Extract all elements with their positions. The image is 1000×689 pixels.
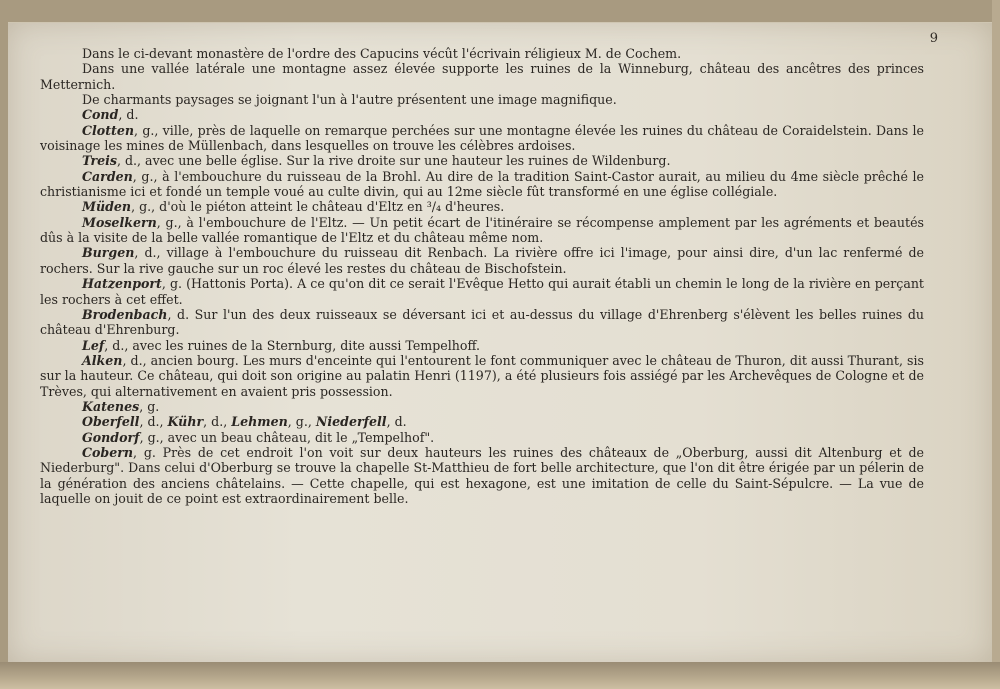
place-entry: Lef, d., avec les ruines de la Sternburg, dite aussi Tempelhoff. <box>82 337 480 353</box>
page-number: 9 <box>929 31 938 46</box>
paragraph: Dans une vallée latérale une montagne assez élevée supporte les ruines de la Winneburg, château des ancêtres des princes Metternich. <box>40 61 924 92</box>
body-text <box>40 46 924 506</box>
place-entry-multi: Oberfell, d., Kühr, d., Lehmen, g., Niederfell, d. <box>82 414 407 430</box>
place-name: Carden <box>82 168 133 184</box>
place-name: Oberfell <box>82 414 140 430</box>
place-name: Lehmen <box>231 414 288 430</box>
place-entry: Cond, d. <box>82 107 139 123</box>
place-entry: Treis, d., avec une belle église. Sur la rive droite sur une hauteur les ruines de Wildenburg. <box>82 153 671 169</box>
place-name: Müden <box>82 199 132 215</box>
place-entry: Cobern, g. Près de cet endroit l'on voit sur deux hauteurs les ruines des châteaux de „Oberburg, aussi dit Altenburg et de Niederburg". Dans celui d'Oberburg se trouve la chapelle St-Matthieu de fort belle architecture, que l'on dit être érigée par un pélerin de la génération des anciens châtelains. — Cette chapelle, qui est hexagone, est une imitation de celle du Saint-Sépulcre. — La vue de laquelle on jouit de ce point est extraordinairement belle. <box>40 444 924 506</box>
place-name: Hatzenport <box>82 276 162 292</box>
place-name: Gondorf <box>82 429 140 445</box>
place-entry: Gondorf, g., avec un beau château, dit le „Tempelhof". <box>82 429 435 445</box>
place-name: Katenes <box>82 398 140 414</box>
place-name: Cond <box>82 107 119 123</box>
paragraph: Dans le ci-devant monastère de l'ordre des Capucins vécût l'écrivain réligieux M. de Cochem. <box>82 46 682 61</box>
place-name: Moselkern <box>82 214 157 230</box>
place-entry: Müden, g., d'où le piéton atteint le château d'Eltz en ³/₄ d'heures. <box>82 199 505 215</box>
place-name: Niederfell <box>315 414 387 430</box>
place-name: Lef <box>82 337 105 353</box>
place-name: Clotten <box>82 122 135 138</box>
place-name: Alken <box>82 352 123 368</box>
place-entry: Brodenbach, d. Sur l'un des deux ruisseaux se déversant ici et au-dessus du village d'Ehrenberg s'élèvent les belles ruines du château d'Ehrenburg. <box>40 306 924 338</box>
paragraph: De charmants paysages se joignant l'un à l'autre présentent une image magnifique. <box>82 92 617 108</box>
place-name: Burgen <box>82 245 135 261</box>
place-name: Kühr <box>167 414 204 430</box>
place-entry: Carden, g., à l'embouchure du ruisseau de la Brohl. Au dire de la tradition Saint-Castor aurait, au milieu du 4me siècle prêché le christianisme ici et fondé un temple voué au culte divin, qui au 12me siècle fût transformé en une église collégiale. <box>40 168 924 200</box>
place-entry: Moselkern, g., à l'embouchure de l'Eltz. — Un petit écart de l'itinéraire se récompense amplement par les agréments et beautés dûs à la visite de la belle vallée romantique de l'Eltz et du château même nom. <box>40 214 924 246</box>
place-entry: Burgen, d., village à l'embouchure du ruisseau dit Renbach. La rivière offre ici l'image, pour ainsi dire, d'un lac renfermé de rochers. Sur la rive gauche sur un roc élevé les restes du château de Bischofstein. <box>40 245 924 276</box>
page-edge-right <box>992 0 1000 689</box>
place-name: Treis <box>82 153 117 169</box>
place-entry: Clotten, g., ville, près de laquelle on remarque perchées sur une montagne élevée les ruines du château de Coraidelstein. Dans le voisinage les mines de Müllenbach, dans lesquelles on trouve les célèbres ardoises. <box>40 122 924 154</box>
page-edge-bottom <box>0 662 1000 689</box>
place-name: Brodenbach <box>82 306 168 322</box>
place-entry: Hatzenport, g. (Hattonis Porta). A ce qu'on dit ce serait l'Evêque Hetto qui aurait établi un chemin le long de la rivière en perçant les rochers à cet effet. <box>40 276 924 307</box>
place-name: Cobern <box>82 444 134 460</box>
place-entry: Alken, d., ancien bourg. Les murs d'enceinte qui l'entourent le font communiquer avec le château de Thuron, dit aussi Thurant, sis sur la hauteur. Ce château, qui doit son origine au palatin Henri (1197), a été plusieurs fois assiégé par les Archevêques de Cologne et de Trèves, qui alternativement en avaient pris possession. <box>40 352 924 399</box>
place-entry: Katenes, g. <box>82 398 160 414</box>
